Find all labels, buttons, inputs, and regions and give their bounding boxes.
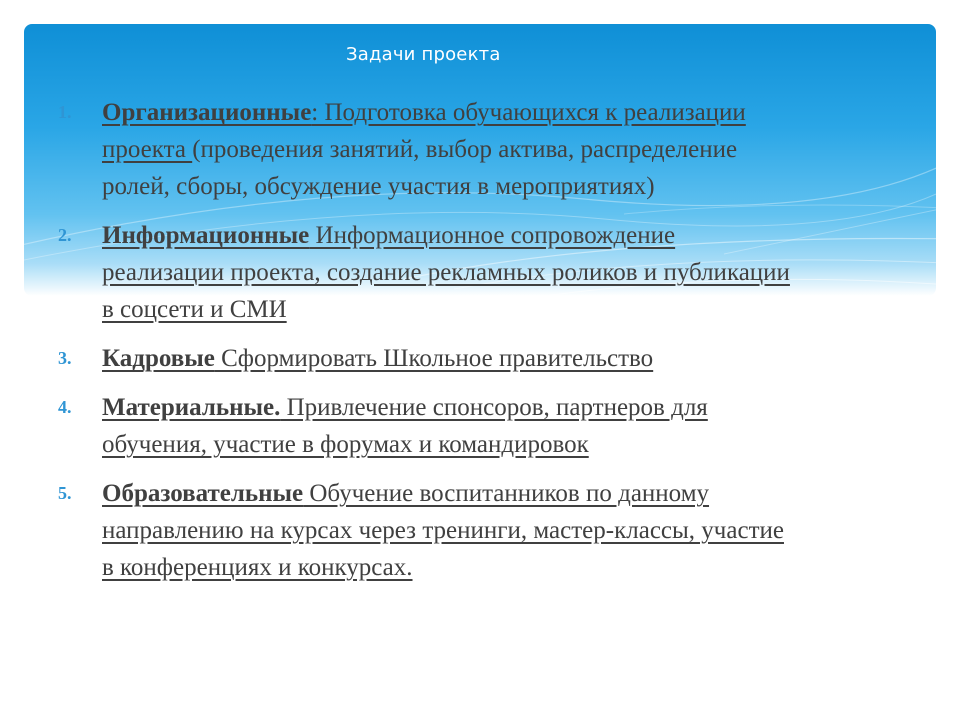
- task-item-personnel: [0, 340, 802, 377]
- task-item-educational: [0, 475, 802, 586]
- task-item-informational: [0, 217, 802, 328]
- task-name: Информационные: [102, 222, 310, 249]
- task-content: [102, 394, 708, 458]
- task-content: [102, 99, 746, 200]
- task-number: 3.: [58, 348, 72, 368]
- slide-title: Задачи проекта: [346, 44, 501, 65]
- task-content: [102, 480, 784, 581]
- task-content: [102, 222, 790, 323]
- task-item-material: [0, 389, 802, 463]
- task-number: 1.: [58, 102, 72, 122]
- task-name: Образовательные: [102, 480, 304, 507]
- task-text: Обучение воспитанников по данному направлению на курсах через тренинги, мастер-классы, участие в конференциях и конкурсах.: [102, 480, 784, 581]
- task-text: Информационное сопровождение реализации проекта, создание рекламных роликов и публикации в соцсети и СМИ: [102, 222, 790, 323]
- task-text: Сформировать Школьное правительство: [214, 345, 654, 372]
- task-name: Кадровые: [102, 345, 215, 372]
- task-item-organizational: [0, 94, 802, 205]
- task-number: 4.: [58, 397, 72, 417]
- task-number: 2.: [58, 225, 72, 245]
- task-list: [0, 94, 960, 598]
- task-name: Материальные.: [102, 394, 281, 421]
- task-name: Организационные: [102, 99, 312, 126]
- task-text: Привлечение спонсоров, партнеров для обучения, участие в форумах и командировок: [102, 394, 708, 458]
- task-text: (проведения занятий, выбор актива, распределение ролей, сборы, обсуждение участия в мероприятиях): [102, 136, 738, 200]
- task-content: [102, 345, 653, 372]
- task-number: 5.: [58, 483, 72, 503]
- task-text-underlined: : Подготовка обучающихся к реализации проекта: [102, 99, 746, 163]
